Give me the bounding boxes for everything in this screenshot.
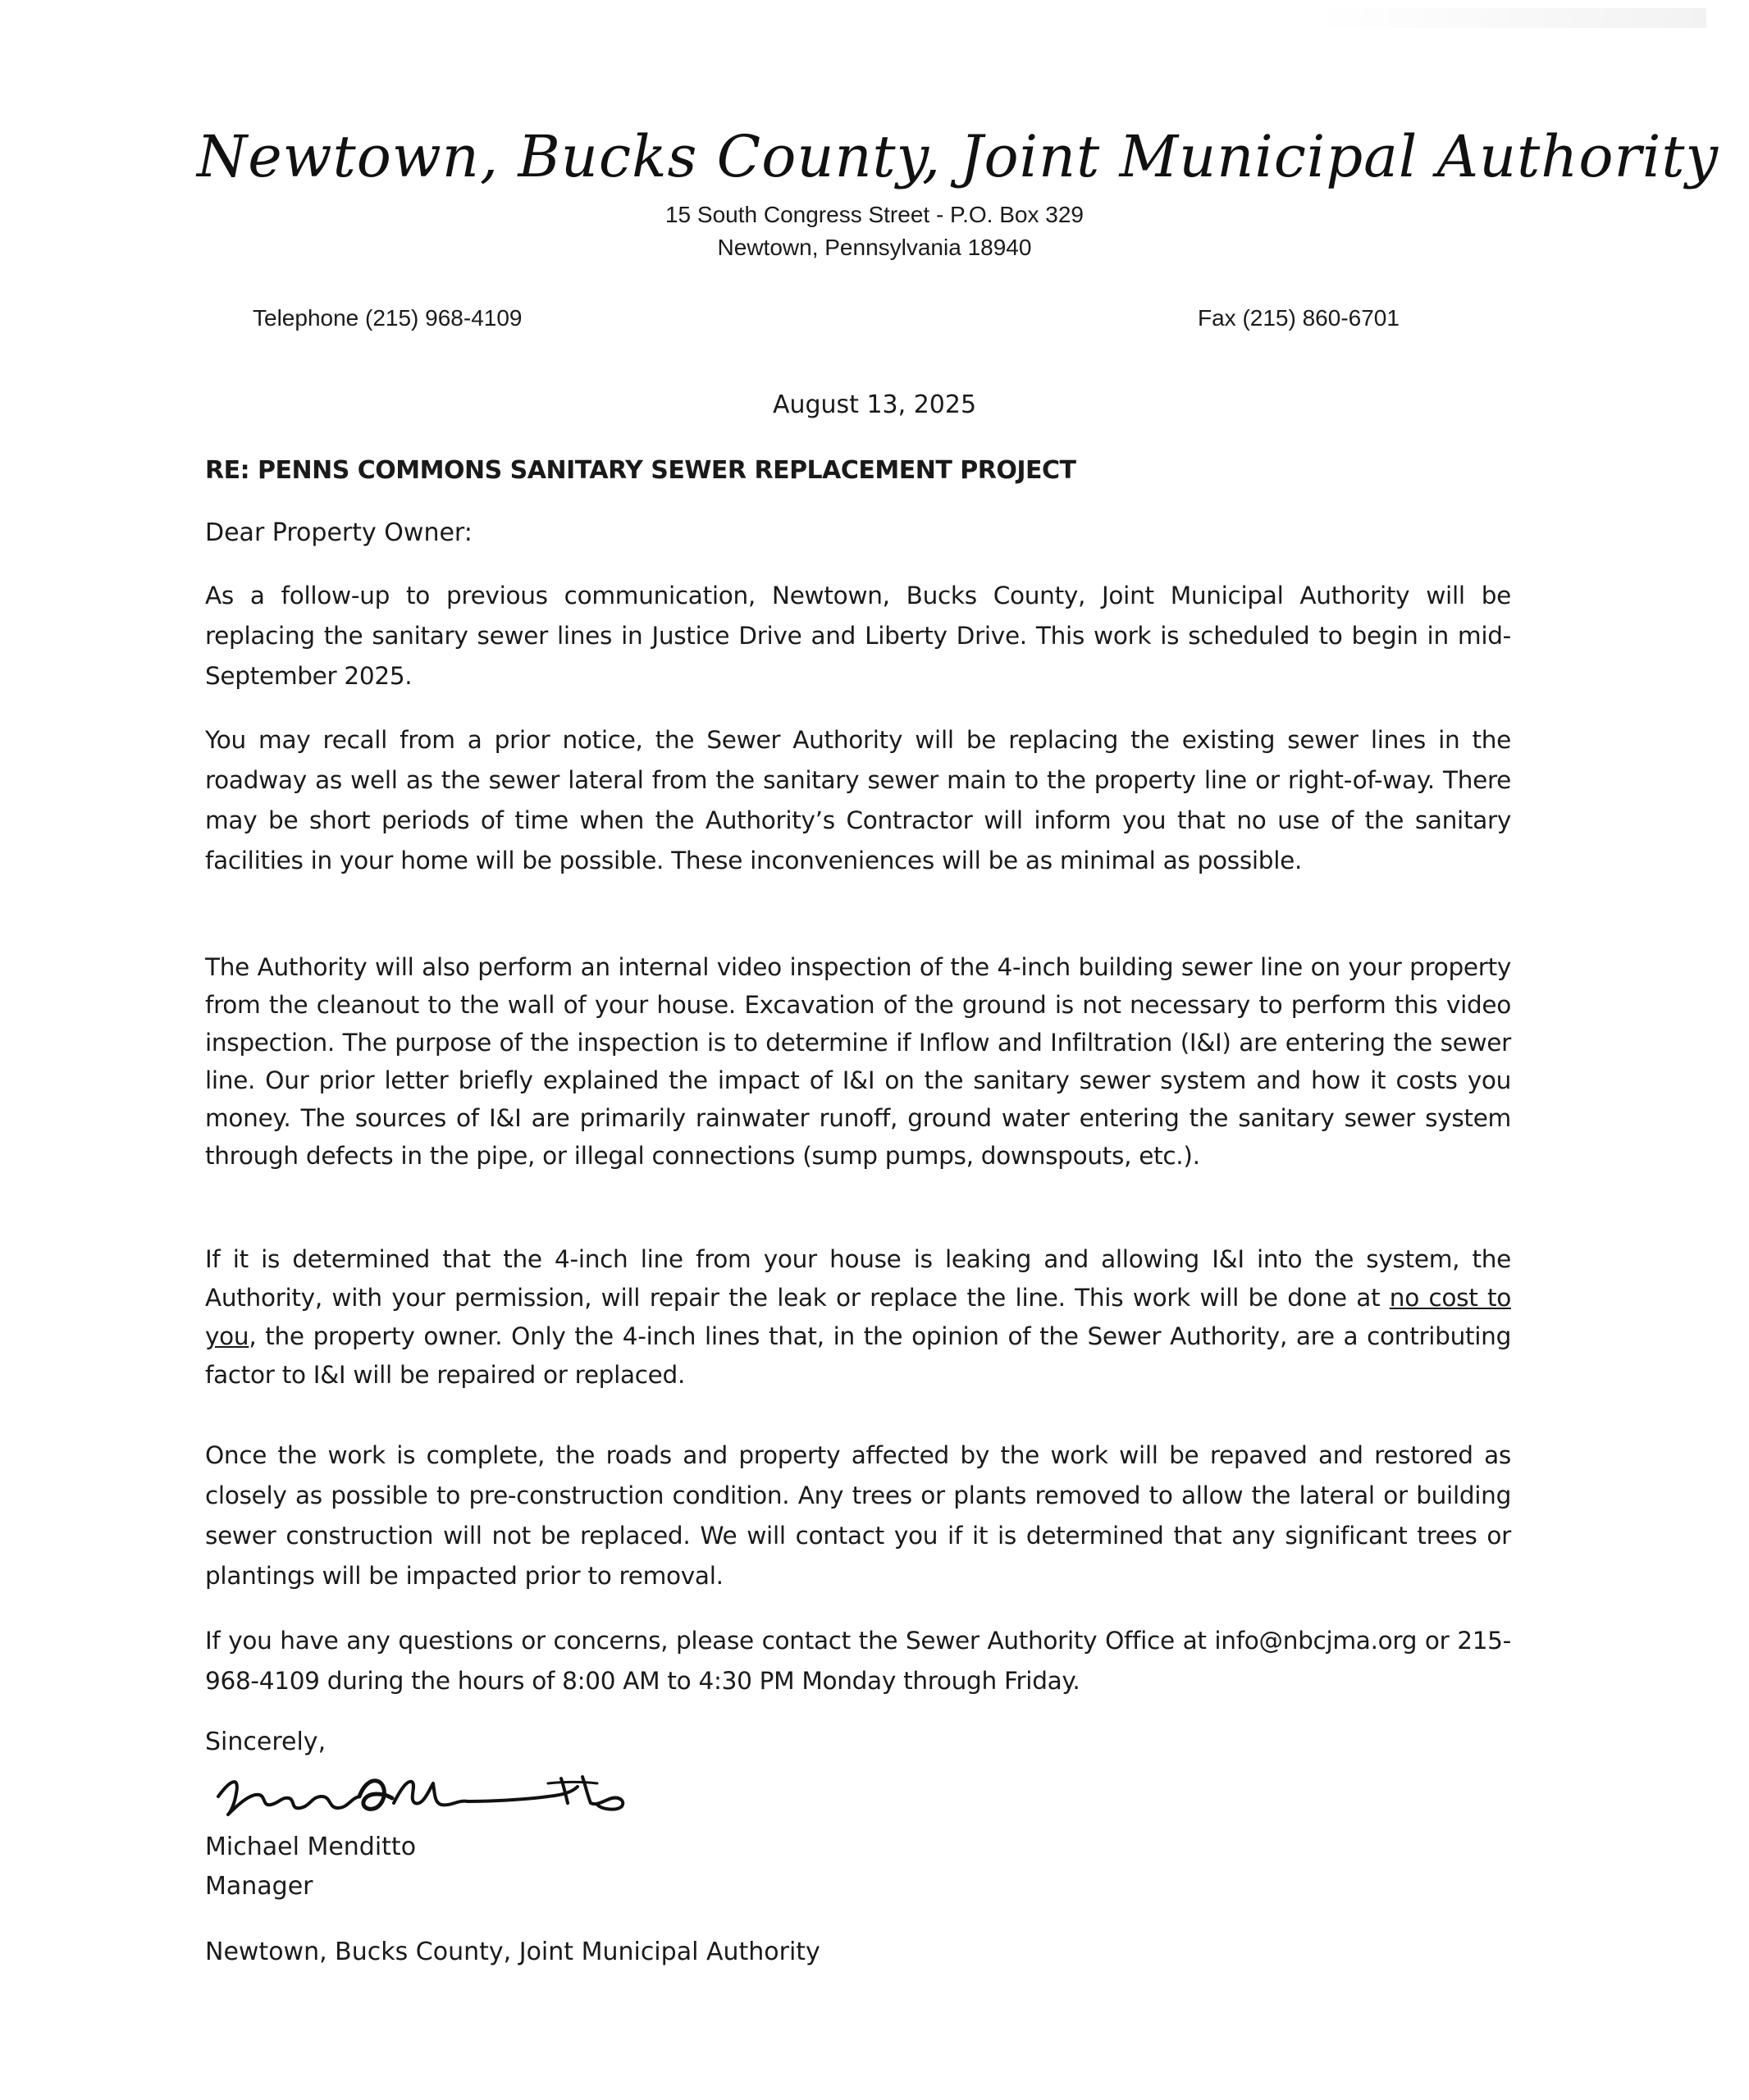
telephone-number: Telephone (215) 968-4109 (253, 305, 523, 331)
paragraph-4-end: , the property owner. Only the 4-inch lines that, in the opinion of the Sewer Authority, are a contributing factor to I&I will be repaired or replaced. (205, 1322, 1511, 1389)
paragraph-6: If you have any questions or concerns, please contact the Sewer Authority Office at info@nbcjma.org or 215-968-4109 during the hours of 8:00 AM to 4:30 PM Monday through Friday. (205, 1627, 1511, 1695)
paragraph-5: Once the work is complete, the roads and property affected by the work will be repaved and restored as closely as possible to pre-construction condition. Any trees or plants removed to allow the lateral or building sewer construction will not be replaced. We will contact you if it is determined that any significant trees or plantings will be impacted prior to removal. (205, 1441, 1511, 1590)
paragraph-4 (205, 1240, 1511, 1395)
signer-name: Michael Menditto (205, 1833, 417, 1861)
handwritten-signature (212, 1746, 687, 1836)
salutation: Dear Property Owner: (205, 518, 473, 547)
paragraph-3: The Authority will also perform an internal video inspection of the 4-inch building sewer line on your property from the cleanout to the wall of your house. Excavation of the ground is not necessary to perform this video inspection. The purpose of the inspection is to determine if Inflow and Infiltration (I&I) are entering the sewer line. Our prior letter briefly explained the impact of I&I on the sanitary sewer system and how it costs you money. The sources of I&I are primarily rainwater runoff, ground water entering the sanitary sewer system through defects in the pipe, or illegal connections (sump pumps, downspouts, etc.). (205, 953, 1511, 1170)
paragraph-4-start: If it is determined that the 4-inch line from your house is leaking and allowing I&I into the system, the Authority, with your permission, will repair the leak or replace the line. This work will be done at (205, 1245, 1511, 1312)
no-cost-emphasis: no cost to you (205, 1284, 1511, 1350)
scan-shading (1313, 8, 1706, 28)
letter-date: August 13, 2025 (772, 390, 977, 419)
letterhead-title: Newtown, Bucks County, Joint Municipal Authority (197, 123, 1719, 190)
signer-organization: Newtown, Bucks County, Joint Municipal Authority (205, 1938, 820, 1966)
signer-title: Manager (205, 1872, 313, 1901)
address-line-1: 15 South Congress Street - P.O. Box 329 (664, 202, 1084, 227)
paragraph-1: As a follow-up to previous communication, Newtown, Bucks County, Joint Municipal Authority will be replacing the sanitary sewer lines in Justice Drive and Liberty Drive. This work is scheduled to begin in mid-September 2025. (205, 582, 1511, 690)
closing: Sincerely, (205, 1728, 327, 1756)
address-line-2: Newtown, Pennsylvania 18940 (717, 235, 1032, 260)
paragraph-2: You may recall from a prior notice, the Sewer Authority will be replacing the existing sewer lines in the roadway as well as the sewer lateral from the sanitary sewer main to the property line or right-of-way. There may be short periods of time when the Authority’s Contractor will inform you that no use of the sanitary facilities in your home will be possible. These inconveniences will be as minimal as possible. (205, 726, 1511, 874)
fax-number: Fax (215) 860-6701 (1198, 305, 1400, 331)
subject-line: RE: PENNS COMMONS SANITARY SEWER REPLACEMENT PROJECT (205, 456, 1076, 485)
